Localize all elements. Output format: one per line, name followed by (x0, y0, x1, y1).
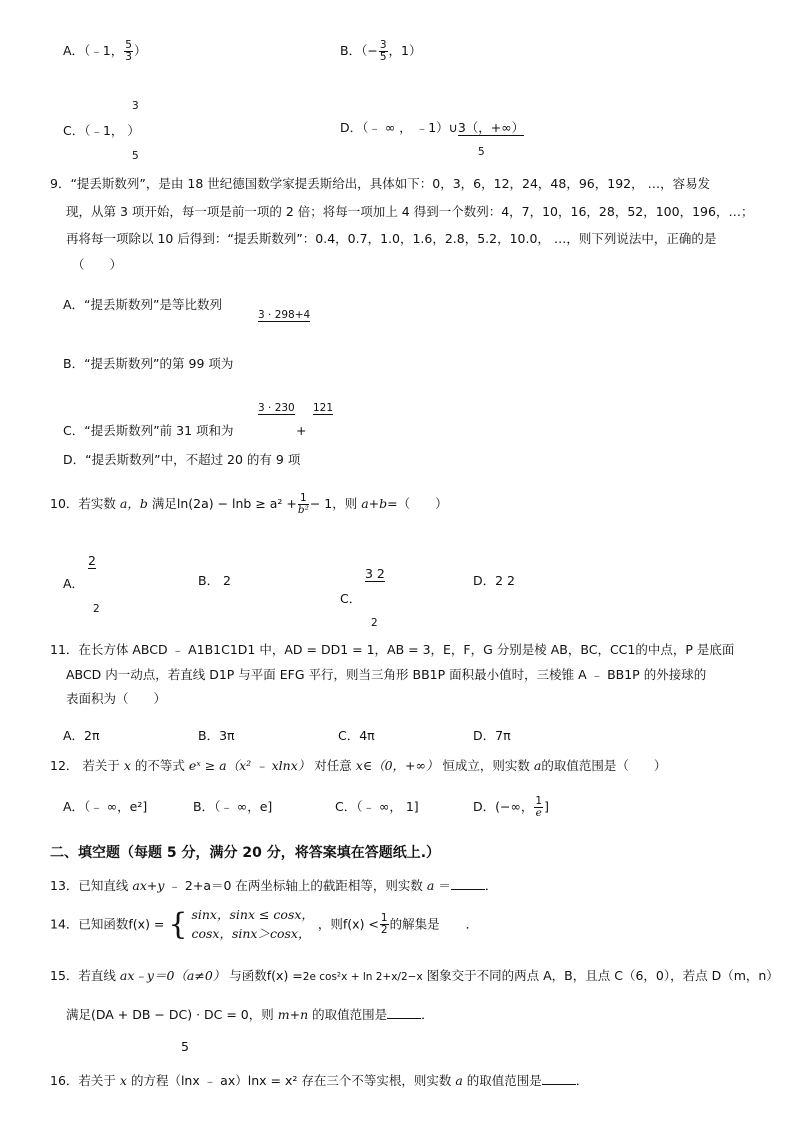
q14-brace: { (168, 906, 188, 942)
q10-fraction: $\frac{1}{\text{b²}}$ (297, 492, 309, 517)
q13-answer-blank[interactable] (451, 877, 485, 890)
q11-option-c: C．4π (338, 728, 375, 743)
q11-stem-line-1: 11．在长方体 ABCD ﹣ A1B1C1D1 中，AD = DD1 = 1，AB = 3，E，F，G 分别是棱 AB，BC，CC1的中点，P 是底面 (50, 642, 735, 657)
q9-option-c: C．“提丢斯数列”前 31 项和为 (63, 423, 234, 438)
q10-option-b: B． 2 (198, 573, 232, 588)
q9-option-b-expression: 3 · 298+4 (258, 309, 311, 321)
q10-option-c-bottom: 2 (371, 617, 378, 629)
q8-option-a-fraction: $\frac{5}{3}$ (125, 39, 132, 64)
q10-stem: 10．若实数 a，b 满足ln(2a) − lnb ≥ a² + $\frac{1}{\text{b²}}$ − 1，则 a+b=（ ） (50, 492, 448, 517)
q8-option-a: A．（﹣1， $\frac{5}{3}$ ） (63, 39, 147, 64)
q9-stem-line-3: 再将每一项除以 10 后得到：“提丢斯数列”：0.4，0.7，1.0，1.6，2.8，5.2，10.0， …，则下列说法中，正确的是 (66, 231, 717, 246)
q12-option-d-fraction: $\frac{1}{e}$ (535, 795, 543, 820)
q16-stem: 16．若关于 x 的方程（lnx ﹣ ax）lnx = x² 存在三个不等实根，则实数 a 的取值范围是 ． (50, 1073, 589, 1088)
q9-option-d: D．“提丢斯数列”中，不超过 20 的有 9 项 (63, 452, 301, 467)
q8-option-c: C．（﹣1， ） (63, 123, 140, 138)
q12-stem: 12． 若关于 x 的不等式 eˣ ≥ a（x² ﹣ xlnx） 对任意 x∈（0，+∞） 恒成立，则实数 a的取值范围是（ ） (50, 758, 667, 773)
q15-condition: 满足(DA + DB − DC) · DC = 0，则 m+n 的取值范围是 ． (66, 1007, 434, 1022)
q10-option-a: A． (63, 576, 85, 591)
q10-option-c: C． (340, 591, 362, 606)
q15-stem: 15．若直线 ax﹣y＝0（a≠0） 与函数f(x) =2e cos²x + ln 2+x/2−x 图象交于不同的两点 A，B，且点 C（6，0），若点 D（m，n） (50, 968, 779, 983)
q9-stem-line-1: 9．“提丢斯数列”，是由 18 世纪德国数学家提丢斯给出，具体如下：0，3，6，12，24，48，96，192， …，容易发 (50, 176, 711, 191)
q15-stray-digit: 5 (181, 1039, 189, 1054)
q11-option-d: D．7π (473, 728, 511, 743)
q12-option-d: D．(−∞， $\frac{1}{e}$ ] (473, 795, 549, 820)
q11-stem-line-2: ABCD 内一动点，若直线 D1P 与平面 EFG 平行，则当三角形 BB1P 面积最小值时，三棱锥 A ﹣ BB1P 的外接球的 (66, 667, 707, 682)
q11-stem-line-3: 表面积为（ ） (66, 691, 167, 706)
q9-option-c-plus: + (296, 423, 307, 438)
q8-option-c-numerator: 3 (132, 100, 139, 112)
q13-stem: 13．已知直线 ax+y ﹣ 2+a＝0 在两坐标轴上的截距相等，则实数 a ＝ ． (50, 878, 498, 893)
q8-option-b-fraction: $\frac{3}{5}$ (379, 39, 387, 64)
section-fill-in-heading: 二、填空题（每题 5 分，满分 20 分，将答案填在答题纸上.） (50, 845, 441, 861)
q11-option-b: B．3π (198, 728, 235, 743)
q9-option-c-expression-1: 3 · 230 (258, 402, 295, 414)
q9-answer-paren: （ ） (72, 257, 123, 272)
q8-option-b: B．（− $\frac{3}{5}$ ，1） (340, 39, 422, 64)
q12-option-a: A．（﹣ ∞，e²] (63, 799, 148, 814)
q14-stem: 14．已知函数f(x) = { sinx，sinx ≤ cosx， cosx，sinx＞cosx， ，则f(x) < $\frac{1}{2}$ 的解集是 ． (50, 906, 479, 942)
q9-option-c-expression-2: 121 (313, 402, 334, 414)
q14-fraction: $\frac{1}{2}$ (380, 912, 388, 937)
q14-cases: sinx，sinx ≤ cosx， cosx，sinx＞cosx， (191, 907, 314, 941)
q9-option-a: A．“提丢斯数列”是等比数列 (63, 297, 223, 312)
q8-option-c-denominator: 5 (132, 150, 139, 162)
q12-option-b: B．（﹣ ∞，e] (193, 799, 273, 814)
q9-stem-line-2: 现，从第 3 项开始，每一项是前一项的 2 倍；将每一项加上 4 得到一个数列：4，7，10，16，28，52，100，196，…； (66, 204, 754, 219)
q10-option-a-top: 2 (88, 553, 96, 568)
q10-option-c-top: 3 2 (365, 566, 385, 581)
q15-answer-blank[interactable] (387, 1006, 421, 1019)
q11-option-a: A．2π (63, 728, 100, 743)
q9-option-b: B．“提丢斯数列”的第 99 项为 (63, 356, 234, 371)
q8-option-d: D．（﹣ ∞ ， ﹣1）∪3（，+∞） (340, 120, 525, 135)
q10-option-d: D．2 2 (473, 573, 516, 588)
q15-function-expression: 2e cos²x + ln 2+x/2−x (302, 971, 423, 983)
q12-option-c: C．（﹣ ∞， 1] (335, 799, 419, 814)
q10-option-a-bottom: 2 (93, 603, 100, 615)
q8-option-d-denominator: 5 (478, 146, 485, 158)
q16-answer-blank[interactable] (542, 1072, 576, 1085)
